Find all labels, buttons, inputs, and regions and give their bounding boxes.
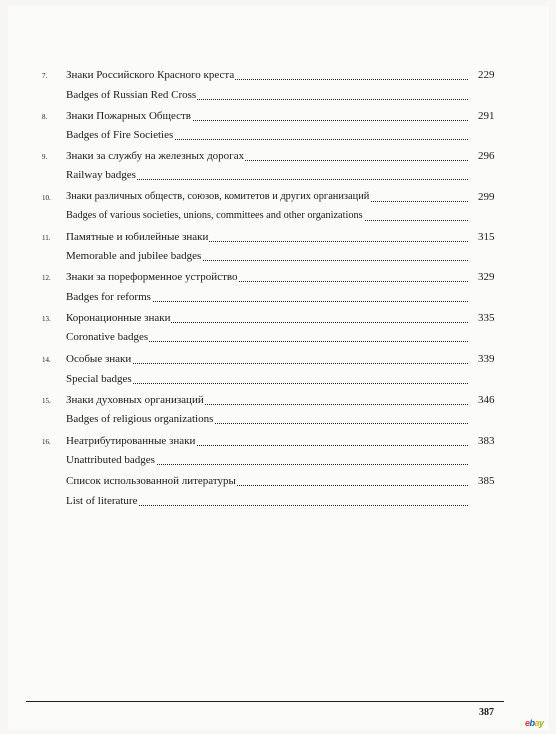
entry-title: Знаки за службу на железных дорогах [66,150,245,162]
chapter-number: 14. [42,356,51,364]
entry-title: Badges of various societies, unions, committees and other organizations [66,210,363,221]
chapter-number: 12. [42,274,51,282]
entry-title: Badges of Russian Red Cross [66,89,197,101]
entry-title: Unattributed badges [66,454,155,466]
entry-title: Railway badges [66,169,136,181]
toc-entry[interactable] [66,209,468,223]
entry-title: Коронационные знаки [66,312,171,324]
chapter-number: 16. [42,438,51,446]
page-number: 315 [478,231,495,243]
page-number: 346 [478,394,495,406]
page-number: 339 [478,353,495,365]
toc-entry[interactable] [66,494,468,508]
entry-title: Coronative badges [66,331,149,343]
entry-title: Badges for reforms [66,291,151,303]
ebay-logo-letter: b [529,718,535,728]
entry-title: Знаки Пожарных Обществ [66,110,191,122]
entry-title: Badges of Fire Societies [66,129,174,141]
toc-entry[interactable] [66,128,468,142]
chapter-number: 9. [42,153,48,161]
toc-entry[interactable] [66,290,468,304]
entry-title: Особые знаки [66,353,132,365]
footer-rule [26,701,504,702]
chapter-number: 8. [42,113,48,121]
toc-entry[interactable] [66,372,468,386]
chapter-number: 15. [42,397,51,405]
entry-title: Неатрибутированные знаки [66,435,196,447]
ebay-logo-letter: a [534,718,540,728]
chapter-number: 7. [42,72,48,80]
page-number: 383 [478,435,495,447]
page-number: 385 [478,475,495,487]
entry-title: List of literature [66,495,138,507]
table-of-contents [8,6,549,730]
entry-title: Badges of religious organizations [66,413,214,425]
toc-entry[interactable] [42,393,495,407]
ebay-logo-letter: y [539,718,544,728]
entry-title: Знаки духовных организаций [66,394,204,406]
ebay-watermark-logo [525,718,551,730]
toc-entry[interactable] [66,330,468,344]
page-number: 329 [478,271,495,283]
entry-title: Список использованной литературы [66,475,236,487]
toc-entry[interactable] [42,230,495,244]
toc-entry[interactable] [42,190,495,204]
entry-title: Memorable and jubilee badges [66,250,202,262]
entry-title: Памятные и юбилейные знаки [66,231,209,243]
toc-entry[interactable] [42,270,495,284]
page-number: 291 [478,110,495,122]
folio-page-number: 387 [479,707,494,718]
page-number: 335 [478,312,495,324]
entry-title: Special badges [66,373,132,385]
chapter-number: 11. [42,234,51,242]
page-number: 299 [478,191,495,203]
toc-entry[interactable] [42,68,495,82]
toc-entry[interactable] [42,109,495,123]
toc-entry[interactable] [66,453,468,467]
toc-entry[interactable] [42,149,495,163]
toc-entry[interactable] [66,474,495,488]
chapter-number: 10. [42,194,51,202]
entry-title: Знаки различных обществ, союзов, комитетов и других организаций [66,191,370,202]
entry-title: Знаки за пореформенное устройство [66,271,238,283]
book-page [8,6,549,730]
page-number: 296 [478,150,495,162]
page-number: 229 [478,69,495,81]
toc-entry[interactable] [66,168,468,182]
toc-entry[interactable] [42,352,495,366]
toc-entry[interactable] [66,249,468,263]
ebay-logo-letter: e [525,718,530,728]
toc-entry[interactable] [42,311,495,325]
entry-title: Знаки Российского Красного креста [66,69,235,81]
chapter-number: 13. [42,315,51,323]
toc-entry[interactable] [66,88,468,102]
toc-entry[interactable] [66,412,468,426]
toc-entry[interactable] [42,434,495,448]
